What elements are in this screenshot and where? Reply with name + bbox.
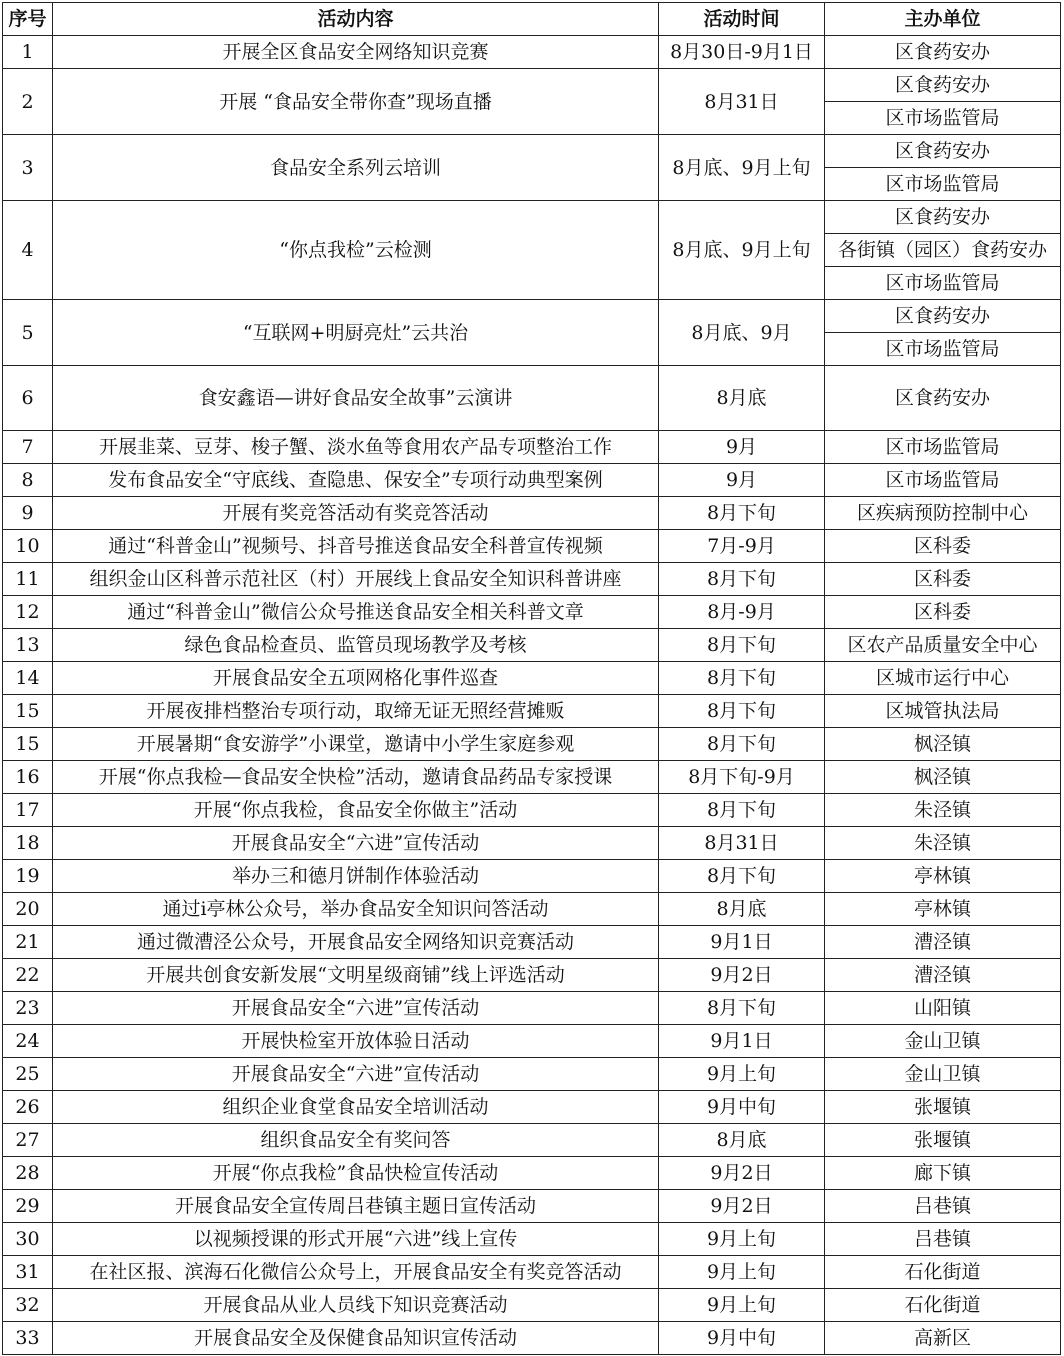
host-organization: 枫泾镇 [825, 728, 1061, 761]
host-organization: 区食药安办 [825, 201, 1061, 234]
activity-time: 8月底、9月 [659, 300, 825, 366]
activity-time: 8月下旬 [659, 662, 825, 695]
activity-time: 8月底 [659, 366, 825, 431]
activity-time: 8月30日-9月1日 [659, 36, 825, 69]
activity-content: 开展“你点我检—食品安全快检”活动，邀请食品药品专家授课 [53, 761, 659, 794]
row-number: 21 [3, 926, 53, 959]
activity-content: 发布食品安全“守底线、查隐患、保安全”专项行动典型案例 [53, 464, 659, 497]
host-organization: 区科委 [825, 563, 1061, 596]
activity-content: 开展“你点我检”食品快检宣传活动 [53, 1157, 659, 1190]
activity-time: 8月下旬 [659, 497, 825, 530]
host-organization: 金山卫镇 [825, 1058, 1061, 1091]
row-number: 6 [3, 366, 53, 431]
host-organization: 张堰镇 [825, 1091, 1061, 1124]
row-number: 20 [3, 893, 53, 926]
host-organization: 石化街道 [825, 1256, 1061, 1289]
activity-content: 开展“你点我检，食品安全你做主”活动 [53, 794, 659, 827]
activity-time: 8月下旬 [659, 992, 825, 1025]
table-row [3, 596, 1061, 629]
host-organization: 金山卫镇 [825, 1025, 1061, 1058]
row-number: 15 [3, 728, 53, 761]
host-organization: 高新区 [825, 1322, 1061, 1355]
table-row [3, 1322, 1061, 1355]
host-organization: 吕巷镇 [825, 1223, 1061, 1256]
host-organization: 区食药安办 [825, 36, 1061, 69]
table-row [3, 959, 1061, 992]
activity-time: 9月 [659, 464, 825, 497]
table-body [3, 36, 1061, 1355]
table-row [3, 1124, 1061, 1157]
table-row [3, 1058, 1061, 1091]
activity-time: 8月下旬 [659, 695, 825, 728]
table-row [3, 300, 1061, 333]
activity-content: 开展食品安全及保健食品知识宣传活动 [53, 1322, 659, 1355]
activity-time: 9月中旬 [659, 1322, 825, 1355]
activity-time: 9月上旬 [659, 1256, 825, 1289]
host-organization: 区科委 [825, 530, 1061, 563]
activity-content: “互联网+明厨亮灶”云共治 [53, 300, 659, 366]
table-row [3, 36, 1061, 69]
activity-content: 通过i亭林公众号，举办食品安全知识问答活动 [53, 893, 659, 926]
activity-content: 食品安全系列云培训 [53, 135, 659, 201]
activity-time: 9月2日 [659, 959, 825, 992]
table-header-row [3, 3, 1061, 36]
row-number: 9 [3, 497, 53, 530]
table-row [3, 926, 1061, 959]
activity-content: “你点我检”云检测 [53, 201, 659, 300]
host-organization: 区疾病预防控制中心 [825, 497, 1061, 530]
activity-time: 8月底、9月上旬 [659, 201, 825, 300]
table-row [3, 761, 1061, 794]
host-organization: 朱泾镇 [825, 794, 1061, 827]
table-row [3, 860, 1061, 893]
table-row [3, 1091, 1061, 1124]
activity-content: 以视频授课的形式开展“六进”线上宣传 [53, 1223, 659, 1256]
host-organization: 区城管执法局 [825, 695, 1061, 728]
row-number: 17 [3, 794, 53, 827]
row-number: 4 [3, 201, 53, 300]
host-organization: 山阳镇 [825, 992, 1061, 1025]
host-organization: 张堰镇 [825, 1124, 1061, 1157]
host-organization: 枫泾镇 [825, 761, 1061, 794]
table-row [3, 695, 1061, 728]
activity-time: 8月下旬 [659, 629, 825, 662]
activity-time: 8月-9月 [659, 596, 825, 629]
table-row [3, 497, 1061, 530]
header-org: 主办单位 [825, 3, 1061, 36]
host-organization: 吕巷镇 [825, 1190, 1061, 1223]
table-row [3, 1190, 1061, 1223]
host-organization: 区城市运行中心 [825, 662, 1061, 695]
row-number: 7 [3, 431, 53, 464]
activity-time: 8月31日 [659, 827, 825, 860]
host-organization: 区市场监管局 [825, 333, 1061, 366]
activity-time: 8月底 [659, 893, 825, 926]
host-organization: 区食药安办 [825, 135, 1061, 168]
host-organization: 漕泾镇 [825, 959, 1061, 992]
activity-time: 9月上旬 [659, 1058, 825, 1091]
activity-content: 绿色食品检查员、监管员现场教学及考核 [53, 629, 659, 662]
row-number: 33 [3, 1322, 53, 1355]
activity-content: 组织食品安全有奖问答 [53, 1124, 659, 1157]
table-row [3, 728, 1061, 761]
row-number: 27 [3, 1124, 53, 1157]
host-organization: 亭林镇 [825, 893, 1061, 926]
row-number: 22 [3, 959, 53, 992]
activity-content: 食安鑫语—讲好食品安全故事”云演讲 [53, 366, 659, 431]
activity-content: 开展食品安全宣传周吕巷镇主题日宣传活动 [53, 1190, 659, 1223]
activity-content: 组织金山区科普示范社区（村）开展线上食品安全知识科普讲座 [53, 563, 659, 596]
activity-time: 9月上旬 [659, 1223, 825, 1256]
activity-table [2, 2, 1061, 1355]
header-no: 序号 [3, 3, 53, 36]
activity-content: 举办三和德月饼制作体验活动 [53, 860, 659, 893]
table-row [3, 1025, 1061, 1058]
row-number: 18 [3, 827, 53, 860]
table-row [3, 135, 1061, 168]
host-organization: 区市场监管局 [825, 464, 1061, 497]
row-number: 29 [3, 1190, 53, 1223]
row-number: 25 [3, 1058, 53, 1091]
header-time: 活动时间 [659, 3, 825, 36]
table-row [3, 1223, 1061, 1256]
activity-time: 8月31日 [659, 69, 825, 135]
activity-time: 8月下旬 [659, 794, 825, 827]
activity-content: 开展夜排档整治专项行动，取缔无证无照经营摊贩 [53, 695, 659, 728]
activity-time: 8月下旬-9月 [659, 761, 825, 794]
host-organization: 各街镇（园区）食药安办 [825, 234, 1061, 267]
row-number: 1 [3, 36, 53, 69]
activity-content: 开展食品从业人员线下知识竞赛活动 [53, 1289, 659, 1322]
activity-content: 开展韭菜、豆芽、梭子蟹、淡水鱼等食用农产品专项整治工作 [53, 431, 659, 464]
activity-content: 开展食品安全“六进”宣传活动 [53, 827, 659, 860]
activity-time: 8月底、9月上旬 [659, 135, 825, 201]
activity-time: 9月上旬 [659, 1289, 825, 1322]
row-number: 2 [3, 69, 53, 135]
activity-time: 8月下旬 [659, 860, 825, 893]
host-organization: 区食药安办 [825, 366, 1061, 431]
table-row [3, 563, 1061, 596]
host-organization: 廊下镇 [825, 1157, 1061, 1190]
row-number: 31 [3, 1256, 53, 1289]
activity-content: 开展快检室开放体验日活动 [53, 1025, 659, 1058]
activity-time: 9月1日 [659, 926, 825, 959]
activity-time: 8月下旬 [659, 728, 825, 761]
table-row [3, 464, 1061, 497]
host-organization: 区食药安办 [825, 69, 1061, 102]
row-number: 15 [3, 695, 53, 728]
activity-content: 通过微漕泾公众号，开展食品安全网络知识竞赛活动 [53, 926, 659, 959]
host-organization: 区市场监管局 [825, 431, 1061, 464]
table-row [3, 431, 1061, 464]
table-row [3, 662, 1061, 695]
host-organization: 石化街道 [825, 1289, 1061, 1322]
host-organization: 区食药安办 [825, 300, 1061, 333]
row-number: 24 [3, 1025, 53, 1058]
activity-content: 开展食品安全“六进”宣传活动 [53, 1058, 659, 1091]
row-number: 32 [3, 1289, 53, 1322]
activity-content: 开展食品安全“六进”宣传活动 [53, 992, 659, 1025]
host-organization: 区科委 [825, 596, 1061, 629]
row-number: 28 [3, 1157, 53, 1190]
activity-time: 8月底 [659, 1124, 825, 1157]
activity-content: 开展暑期“食安游学”小课堂，邀请中小学生家庭参观 [53, 728, 659, 761]
row-number: 23 [3, 992, 53, 1025]
header-content: 活动内容 [53, 3, 659, 36]
table-row [3, 992, 1061, 1025]
table-row [3, 530, 1061, 563]
row-number: 5 [3, 300, 53, 366]
activity-time: 9月1日 [659, 1025, 825, 1058]
row-number: 19 [3, 860, 53, 893]
row-number: 10 [3, 530, 53, 563]
row-number: 30 [3, 1223, 53, 1256]
activity-time: 8月下旬 [659, 563, 825, 596]
activity-time: 9月中旬 [659, 1091, 825, 1124]
host-organization: 亭林镇 [825, 860, 1061, 893]
activity-content: 开展全区食品安全网络知识竞赛 [53, 36, 659, 69]
row-number: 3 [3, 135, 53, 201]
table-row [3, 69, 1061, 102]
host-organization: 区农产品质量安全中心 [825, 629, 1061, 662]
table-row [3, 1157, 1061, 1190]
activity-time: 7月-9月 [659, 530, 825, 563]
activity-content: 通过“科普金山”视频号、抖音号推送食品安全科普宣传视频 [53, 530, 659, 563]
activity-content: 开展 “食品安全带你查”现场直播 [53, 69, 659, 135]
row-number: 16 [3, 761, 53, 794]
host-organization: 区市场监管局 [825, 168, 1061, 201]
activity-content: 组织企业食堂食品安全培训活动 [53, 1091, 659, 1124]
activity-time: 9月2日 [659, 1190, 825, 1223]
host-organization: 区市场监管局 [825, 102, 1061, 135]
activity-content: 开展共创食安新发展“文明星级商铺”线上评选活动 [53, 959, 659, 992]
table-row [3, 201, 1061, 234]
host-organization: 朱泾镇 [825, 827, 1061, 860]
activity-content: 通过“科普金山”微信公众号推送食品安全相关科普文章 [53, 596, 659, 629]
table-row [3, 1256, 1061, 1289]
activity-content: 开展食品安全五项网格化事件巡查 [53, 662, 659, 695]
row-number: 11 [3, 563, 53, 596]
host-organization: 漕泾镇 [825, 926, 1061, 959]
row-number: 26 [3, 1091, 53, 1124]
host-organization: 区市场监管局 [825, 267, 1061, 300]
row-number: 8 [3, 464, 53, 497]
table-row [3, 366, 1061, 431]
table-row [3, 827, 1061, 860]
activity-time: 9月 [659, 431, 825, 464]
row-number: 12 [3, 596, 53, 629]
row-number: 13 [3, 629, 53, 662]
table-row [3, 893, 1061, 926]
activity-content: 在社区报、滨海石化微信公众号上，开展食品安全有奖竞答活动 [53, 1256, 659, 1289]
table-row [3, 794, 1061, 827]
row-number: 14 [3, 662, 53, 695]
table-row [3, 1289, 1061, 1322]
activity-content: 开展有奖竞答活动有奖竞答活动 [53, 497, 659, 530]
activity-time: 9月2日 [659, 1157, 825, 1190]
table-row [3, 629, 1061, 662]
